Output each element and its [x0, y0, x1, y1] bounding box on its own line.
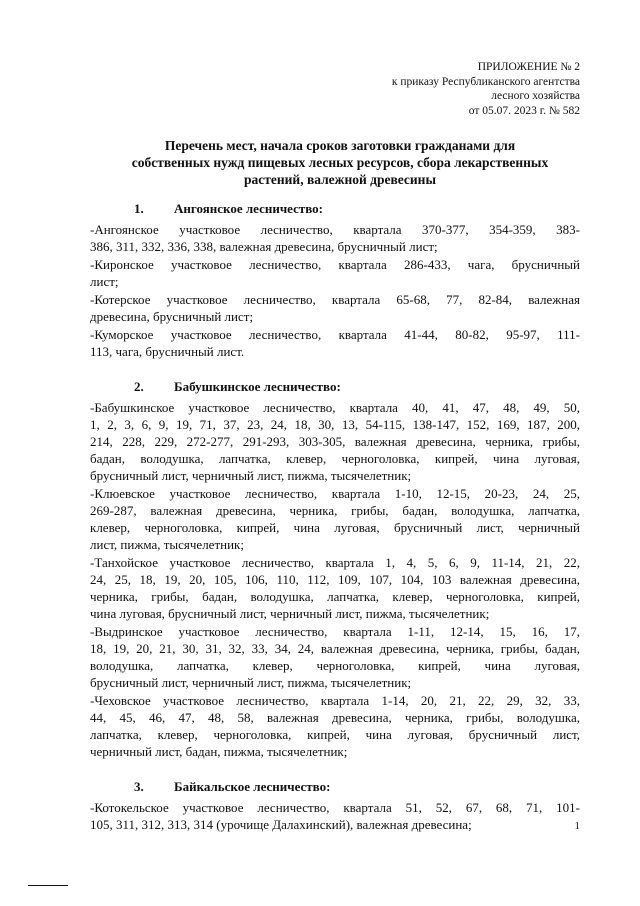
document-title	[100, 137, 580, 188]
title-line: растений, валежной древесины	[243, 172, 437, 187]
text-line: 105, 311, 312, 313, 314 (урочище Далахинский), валежная древесина;	[90, 817, 472, 832]
page-number: 1	[574, 820, 580, 832]
title-line: Перечень мест, начала сроков заготовки гражданами для	[164, 138, 516, 153]
document-body	[90, 200, 580, 834]
text-line: 269-287, валежная древесина, черника, грибы, бадан, володушка, лапчатка,	[90, 503, 580, 518]
paragraph	[90, 256, 580, 290]
text-line: брусничный лист, черничный лист, пижма, тысячелетник;	[90, 468, 412, 483]
paragraph	[90, 485, 580, 553]
text-line: 18, 19, 20, 21, 30, 31, 32, 33, 34, 24, валежная древесина, черника, грибы, бадан,	[90, 641, 580, 656]
text-line: лапчатка, клевер, черноголовка, кипрей, чина луговая, брусничный лист,	[90, 727, 580, 742]
section-heading	[90, 200, 580, 217]
paragraph	[90, 623, 580, 691]
text-line: брусничный лист, черничный лист, пижма, тысячелетник;	[90, 675, 412, 690]
text-line: 24, 25, 18, 19, 20, 105, 106, 110, 112, 109, 107, 104, 103 валежная древесина,	[90, 572, 580, 587]
paragraph	[90, 799, 580, 833]
section-name: Байкальское лесничество:	[174, 779, 331, 794]
section-number: 2.	[134, 379, 144, 394]
text-line: -Танхойское участковое лесничество, квартала 1, 4, 5, 6, 9, 11-14, 21, 22,	[90, 555, 580, 570]
section-baikalskoe	[90, 778, 580, 833]
paragraph	[90, 326, 580, 360]
appendix-line: от 05.07. 2023 г. № 582	[468, 104, 580, 117]
section-heading	[90, 778, 580, 795]
title-line: собственных нужд пищевых лесных ресурсов, сбора лекарственных	[131, 155, 549, 170]
paragraph	[90, 692, 580, 760]
section-heading	[90, 378, 580, 395]
section-name: Ангоянское лесничество:	[174, 201, 323, 216]
text-line: -Ангоянское участковое лесничество, квартала 370-377, 354-359, 383-	[90, 222, 580, 237]
text-line: клевер, черноголовка, кипрей, чина луговая, брусничный лист, черничный	[90, 520, 580, 535]
text-line: -Выдринское участковое лесничество, квартала 1-11, 12-14, 15, 16, 17,	[90, 624, 580, 639]
text-line: -Клюевское участковое лесничество, квартала 1-10, 12-15, 20-23, 24, 25,	[90, 486, 580, 501]
text-line: -Куморское участковое лесничество, квартала 41-44, 80-82, 95-97, 111-	[90, 327, 580, 342]
text-line: -Киронское участковое лесничество, квартала 286-433, чага, брусничный	[90, 257, 580, 272]
appendix-line: к приказу Республиканского агентства	[391, 75, 580, 88]
paragraph	[90, 399, 580, 484]
text-line: -Бабушкинское участковое лесничество, квартала 40, 41, 47, 48, 49, 50,	[90, 400, 580, 415]
section-number: 1.	[134, 201, 144, 216]
text-line: черника, грибы, бадан, володушка, лапчатка, клевер, черноголовка, кипрей,	[90, 589, 580, 604]
text-line: чина луговая, брусничный лист, черничный лист, пижма, тысячелетник;	[90, 606, 490, 621]
paragraph	[90, 554, 580, 622]
section-babushkinskoe	[90, 378, 580, 760]
section-angoyanskoe	[90, 200, 580, 360]
text-line: 214, 228, 229, 272-277, 291-293, 303-305, валежная древесина, черника, грибы,	[90, 434, 580, 449]
text-line: 113, чага, брусничный лист.	[90, 344, 245, 359]
appendix-block	[340, 60, 580, 118]
appendix-line: ПРИЛОЖЕНИЕ № 2	[477, 61, 580, 73]
text-line: лист, пижма, тысячелетник;	[90, 537, 244, 552]
text-line: володушка, лапчатка, клевер, черноголовка, кипрей, чина луговая,	[90, 658, 580, 673]
text-line: -Котокельское участковое лесничество, квартала 51, 52, 67, 68, 71, 101-	[90, 800, 580, 815]
text-line: 1, 2, 3, 6, 9, 19, 71, 37, 23, 24, 18, 30, 13, 54-115, 138-147, 152, 169, 187, 200,	[90, 417, 580, 432]
footer-divider	[28, 885, 68, 886]
text-line: черничный лист, бадан, пижма, тысячелетник;	[90, 744, 348, 759]
text-line: бадан, володушка, лапчатка, клевер, черноголовка, кипрей, чина луговая,	[90, 451, 580, 466]
text-line: -Котерское участковое лесничество, квартала 65-68, 77, 82-84, валежная	[90, 292, 580, 307]
appendix-line: лесного хозяйства	[491, 90, 580, 102]
section-name: Бабушкинское лесничество:	[174, 379, 341, 394]
section-number: 3.	[134, 779, 144, 794]
text-line: древесина, брусничный лист;	[90, 309, 254, 324]
paragraph	[90, 221, 580, 255]
text-line: 386, 311, 332, 336, 338, валежная древесина, брусничный лист;	[90, 239, 438, 254]
paragraph	[90, 291, 580, 325]
text-line: -Чеховское участковое лесничество, квартала 1-14, 20, 21, 22, 29, 32, 33,	[90, 693, 580, 708]
text-line: лист;	[90, 274, 119, 289]
text-line: 44, 45, 46, 47, 48, 58, валежная древесина, черника, грибы, володушка,	[90, 710, 580, 725]
